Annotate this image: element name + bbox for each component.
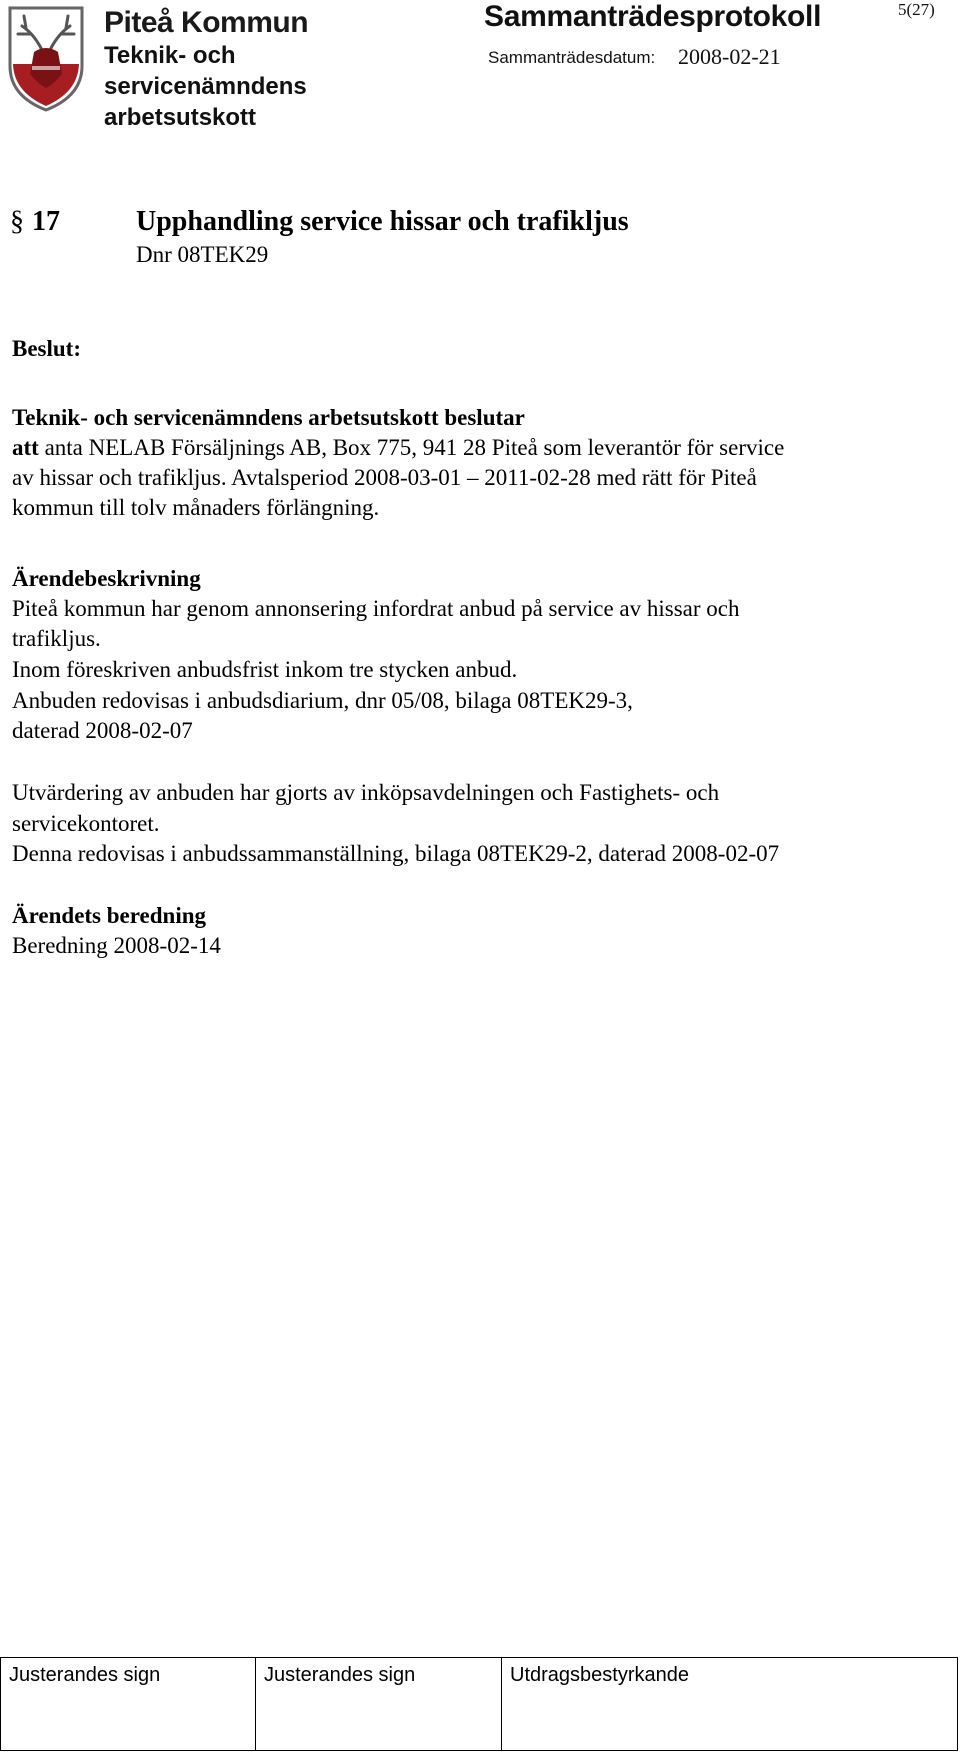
decision-heading: Beslut: [12,336,81,361]
att-keyword: att [12,435,39,460]
committee-line: arbetsutskott [104,104,257,131]
meeting-date: 2008-02-21 [678,44,781,69]
paragraph-sign: § [10,206,24,237]
decision-intro: Teknik- och servicenämndens arbetsutskott beslutar [12,405,525,430]
document-title: Sammanträdesprotokoll [484,0,822,33]
decision-line-text: anta NELAB Försäljnings AB, Box 775, 941 28 Piteå som leverantör för service [44,435,785,460]
organization-name: Piteå Kommun [104,6,309,39]
page-number: 5(27) [898,0,935,19]
description-line: daterad 2008-02-07 [12,718,193,743]
case-number: Dnr 08TEK29 [136,242,269,267]
pitea-kommun-logo [4,4,88,112]
description-line: Inom föreskriven anbudsfrist inkom tre stycken anbud. [12,657,518,682]
description-line: servicekontoret. [12,811,160,836]
committee-line: Teknik- och [104,42,236,69]
description-heading: Ärendebeskrivning [12,566,201,591]
decision-line: av hissar och trafikljus. Avtalsperiod 2008-03-01 – 2011-02-28 med rätt för Piteå [12,465,757,490]
description-line: Piteå kommun har genom annonsering infordrat anbud på service av hissar och [12,596,740,621]
paragraph-number: 17 [32,206,60,237]
description-line: trafikljus. [12,626,101,651]
description-line: Denna redovisas i anbudssammanställning, bilaga 08TEK29-2, daterad 2008-02-07 [12,841,780,866]
committee-name [104,40,307,133]
committee-line: servicenämndens [104,73,307,100]
signature-table [0,1657,958,1751]
preparation-text: Beredning 2008-02-14 [12,933,221,958]
description-line: Anbuden redovisas i anbudsdiarium, dnr 05/08, bilaga 08TEK29-3, [12,688,633,713]
section-title: Upphandling service hissar och trafikljus [136,206,629,237]
decision-line [12,433,784,463]
signature-cell: Justerandes sign [1,1658,256,1750]
signature-cell: Utdragsbestyrkande [510,1664,689,1686]
preparation-heading: Ärendets beredning [12,903,207,928]
meeting-date-label: Sammanträdesdatum: [488,48,656,67]
signature-cell: Justerandes sign [256,1658,502,1750]
description-line: Utvärdering av anbuden har gjorts av inköpsavdelningen och Fastighets- och [12,780,720,805]
decision-line: kommun till tolv månaders förlängning. [12,495,380,520]
